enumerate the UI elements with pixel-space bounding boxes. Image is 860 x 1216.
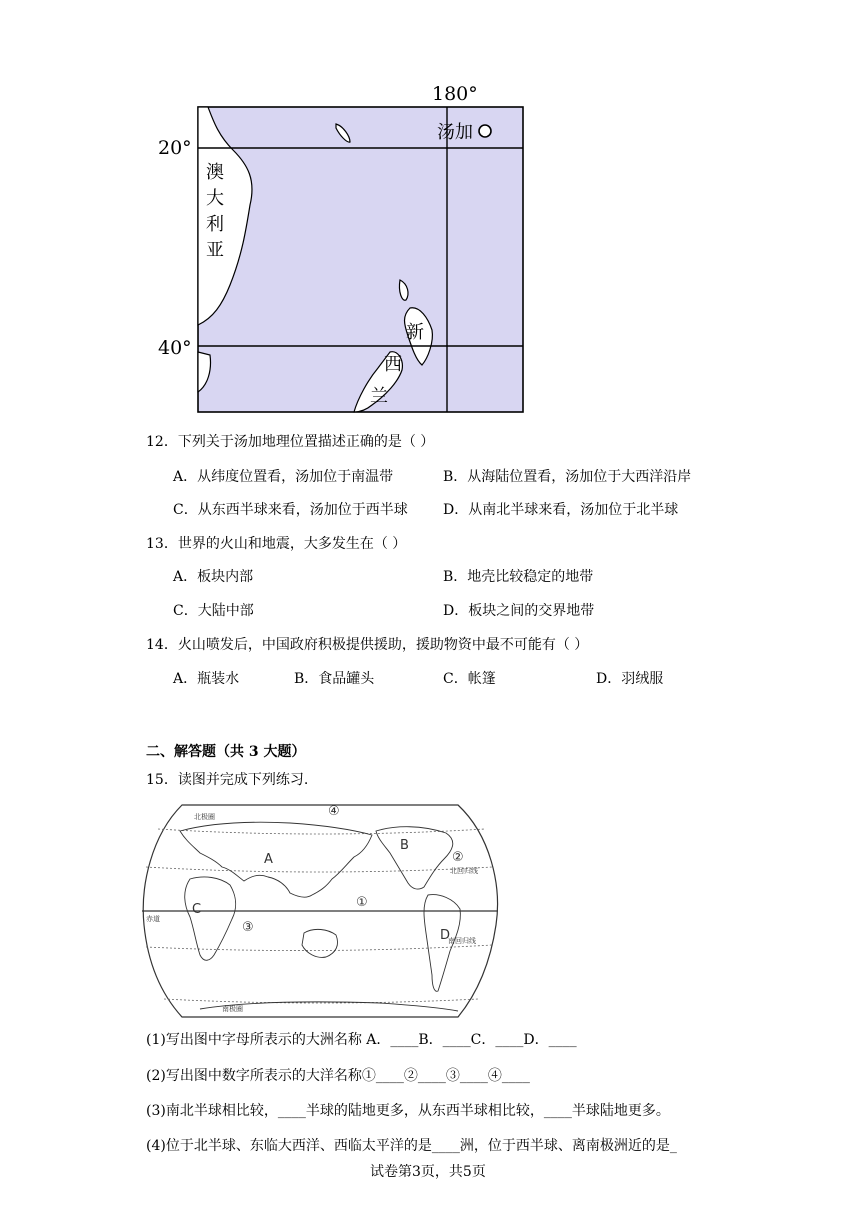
q12-stem: 12．下列关于汤加地理位置描述正确的是（ ） (146, 434, 435, 450)
arctic-circle-label: 北极圈 (194, 813, 215, 821)
tonga-label: 汤加 (437, 122, 473, 143)
q12-option-d[interactable]: D．从南北半球来看，汤加位于北半球 (443, 502, 679, 518)
tonga-marker (479, 125, 491, 137)
q12-option-b[interactable]: B．从海陆位置看，汤加位于大西洋沿岸 (443, 469, 692, 485)
q13-option-b[interactable]: B．地壳比较稳定的地带 (443, 569, 594, 585)
q12-option-c[interactable]: C．从东西半球来看，汤加位于西半球 (173, 502, 408, 518)
q14-option-d[interactable]: D．羽绒服 (596, 671, 664, 687)
section-title: 二、解答题（共 3 大题） (146, 744, 306, 760)
q13-option-d[interactable]: D．板块之间的交界地带 (443, 603, 595, 619)
q15-stem: 15．读图并完成下列练习. (146, 772, 309, 788)
tropic-s-label: 南回归线 (448, 937, 476, 945)
q13-stem: 13．世界的火山和地震，大多发生在（ ） (146, 536, 407, 552)
q15-sub2: (2)写出图中数字所表示的大洋名称①____②____③____④____ (146, 1068, 530, 1084)
svg-text:新: 新 (406, 322, 424, 343)
label-C: C (192, 902, 202, 917)
label-ocean-3: ③ (242, 920, 254, 935)
longitude-label: 180° (432, 83, 478, 105)
label-B: B (400, 838, 409, 853)
q15-sub1: (1)写出图中字母所表示的大洲名称 A．____B．____C．____D．____ (146, 1032, 577, 1048)
svg-text:兰: 兰 (370, 386, 388, 407)
latitude-20-label: 20° (158, 137, 192, 159)
svg-text:大: 大 (206, 188, 224, 209)
svg-text:利: 利 (206, 214, 224, 235)
label-ocean-4: ④ (328, 804, 340, 819)
latitude-40-label: 40° (158, 337, 192, 359)
q14-option-c[interactable]: C．帐篷 (443, 671, 496, 687)
q14-option-a[interactable]: A．瓶装水 (173, 671, 240, 687)
q14-stem: 14．火山喷发后，中国政府积极提供援助，援助物资中最不可能有（ ） (146, 637, 589, 653)
label-ocean-1: ① (356, 895, 368, 910)
q12-option-a[interactable]: A．从纬度位置看，汤加位于南温带 (173, 469, 394, 485)
page-footer: 试卷第3页，共5页 (370, 1164, 486, 1180)
tonga-region-map (188, 80, 528, 420)
antarctic-circle-label: 南极圈 (222, 1005, 243, 1013)
label-ocean-2: ② (452, 850, 464, 865)
equator-label: 赤道 (146, 915, 160, 923)
q13-option-c[interactable]: C．大陆中部 (173, 603, 254, 619)
label-D: D (440, 928, 451, 943)
tropic-n-label: 北回归线 (450, 867, 478, 875)
q14-option-b[interactable]: B．食品罐头 (294, 671, 375, 687)
q15-sub3: (3)南北半球相比较，____半球的陆地更多，从东西半球相比较，____半球陆地更多。 (146, 1103, 670, 1119)
svg-text:西: 西 (384, 354, 402, 375)
label-A: A (264, 852, 273, 867)
svg-text:亚: 亚 (206, 240, 224, 261)
q15-sub4: (4)位于北半球、东临大西洋、西临太平洋的是____洲，位于西半球、离南极洲近的是_ (146, 1138, 677, 1154)
svg-text:澳: 澳 (206, 162, 224, 183)
world-map (140, 795, 500, 1025)
q13-option-a[interactable]: A．板块内部 (173, 569, 254, 585)
